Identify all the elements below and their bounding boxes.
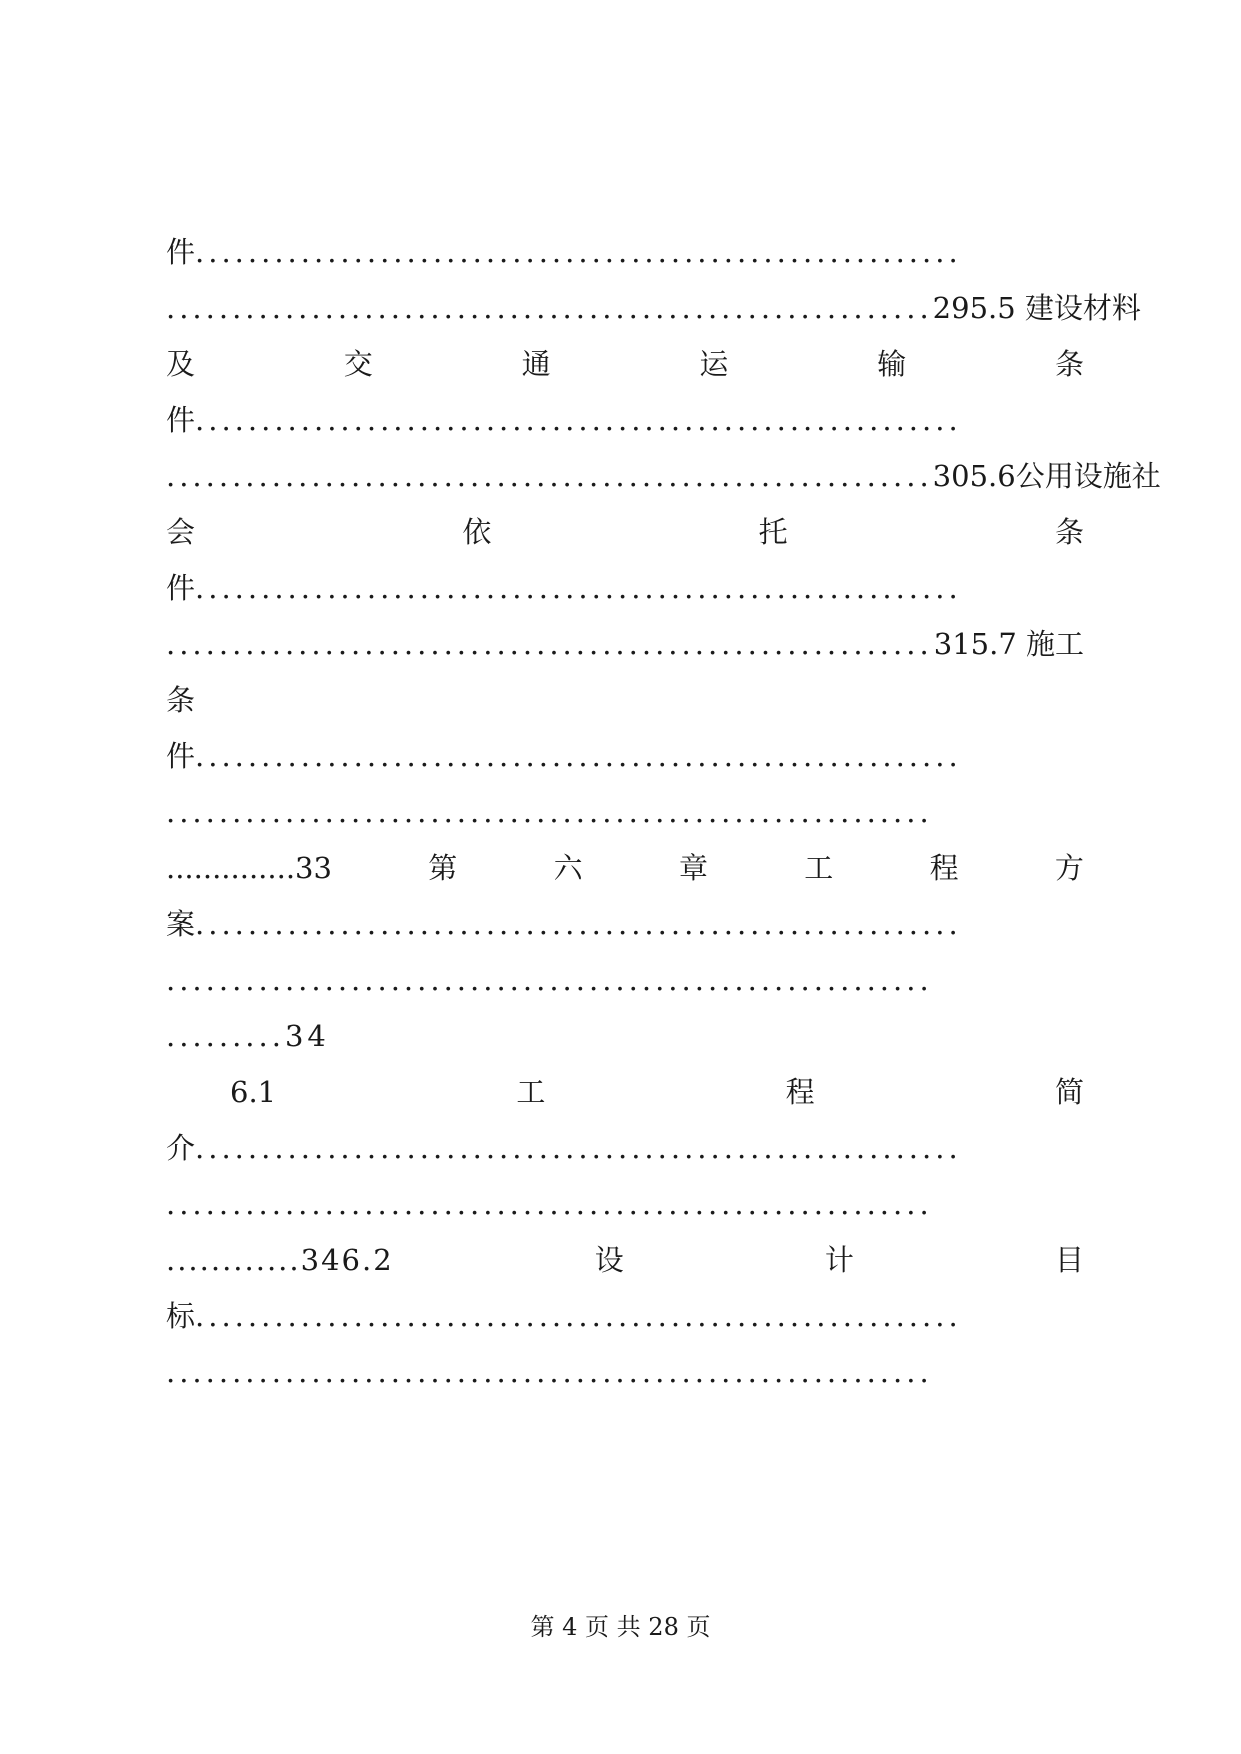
toc-char: 工	[804, 851, 834, 885]
toc-line-text: 条	[166, 683, 196, 717]
toc-line	[166, 1296, 1084, 1336]
toc-char: 六	[553, 851, 583, 885]
toc-char: 输	[877, 347, 907, 381]
toc-line	[166, 1352, 1084, 1392]
toc-char: ..............33	[166, 851, 332, 885]
toc-line	[166, 736, 1084, 776]
toc-line-text: 件	[166, 403, 196, 437]
toc-char: 运	[699, 347, 729, 381]
toc-char: ............346.2	[166, 1243, 394, 1277]
toc-leader-dots: ..........................................................	[195, 403, 962, 437]
toc-line	[166, 680, 1084, 720]
toc-line	[166, 1016, 1084, 1056]
toc-char: 依	[462, 515, 492, 549]
toc-line-justified	[166, 848, 1084, 888]
toc-leader-dots: ..........................................................	[195, 1299, 962, 1333]
toc-line	[166, 904, 1084, 944]
toc-char: 交	[343, 347, 373, 381]
toc-char: 程	[929, 851, 959, 885]
toc-leader-dots: ..........................................................	[166, 1355, 933, 1389]
toc-line-justified	[166, 344, 1084, 384]
page-number-label: 第 4 页 共 28 页	[530, 1613, 711, 1641]
toc-char: 简	[1054, 1075, 1084, 1109]
toc-leader-dots: ..........................................................	[195, 571, 962, 605]
toc-char: 托	[758, 515, 788, 549]
toc-leader-dots: ..........................................................	[195, 907, 962, 941]
toc-char: 目	[1054, 1243, 1084, 1277]
page-footer	[0, 1612, 1241, 1642]
toc-section-number: 6.1	[230, 1075, 277, 1109]
toc-leader-dots: ..........................................................	[166, 963, 933, 997]
toc-line-justified	[166, 1240, 1084, 1280]
toc-char: 第	[428, 851, 458, 885]
toc-line	[166, 960, 1084, 1000]
toc-entry-page-and-title: 315.7 施工	[933, 627, 1084, 661]
toc-line-text: 件	[166, 571, 196, 605]
toc-char: 计	[824, 1243, 854, 1277]
toc-line	[166, 232, 1084, 272]
toc-line	[166, 624, 1084, 664]
toc-char: 设	[594, 1243, 624, 1277]
toc-entry-page-and-title: 295.5 建设材料	[932, 291, 1141, 325]
toc-char: 通	[521, 347, 551, 381]
toc-leader-dots: ..........................................................	[166, 291, 933, 325]
toc-line-text: 案	[166, 907, 196, 941]
toc-leader-dots: ..........................................................	[166, 459, 933, 493]
toc-entry-page-and-title: 305.6公用设施社	[932, 459, 1161, 493]
toc-leader-dots: ..........................................................	[195, 739, 962, 773]
toc-line	[166, 792, 1084, 832]
toc-leader-dots: ..........................................................	[195, 1131, 962, 1165]
toc-line-justified	[166, 512, 1084, 552]
toc-char: 条	[1054, 347, 1084, 381]
toc-line	[166, 456, 1161, 496]
toc-leader-dots: ..........................................................	[195, 235, 962, 269]
toc-line	[166, 568, 1084, 608]
toc-char: 工	[516, 1075, 546, 1109]
toc-char: 方	[1054, 851, 1084, 885]
toc-line	[166, 400, 1084, 440]
toc-char: 会	[166, 515, 196, 549]
toc-line-text: 标	[166, 1299, 196, 1333]
toc-page-number: .........34	[166, 1019, 330, 1053]
toc-char: 程	[785, 1075, 815, 1109]
toc-line-text: 件	[166, 739, 196, 773]
toc-line	[166, 1128, 1084, 1168]
toc-line	[166, 1184, 1084, 1224]
toc-line-text: 件	[166, 235, 196, 269]
toc-char: 章	[678, 851, 708, 885]
toc-line-justified	[166, 1072, 1084, 1112]
toc-char: 条	[1054, 515, 1084, 549]
toc-leader-dots: ..........................................................	[166, 795, 933, 829]
toc-leader-dots: ..........................................................	[166, 627, 933, 661]
toc-line-text: 介	[166, 1131, 196, 1165]
toc-leader-dots: ..........................................................	[166, 1187, 933, 1221]
toc-line	[166, 288, 1141, 328]
toc-char: 及	[166, 347, 196, 381]
